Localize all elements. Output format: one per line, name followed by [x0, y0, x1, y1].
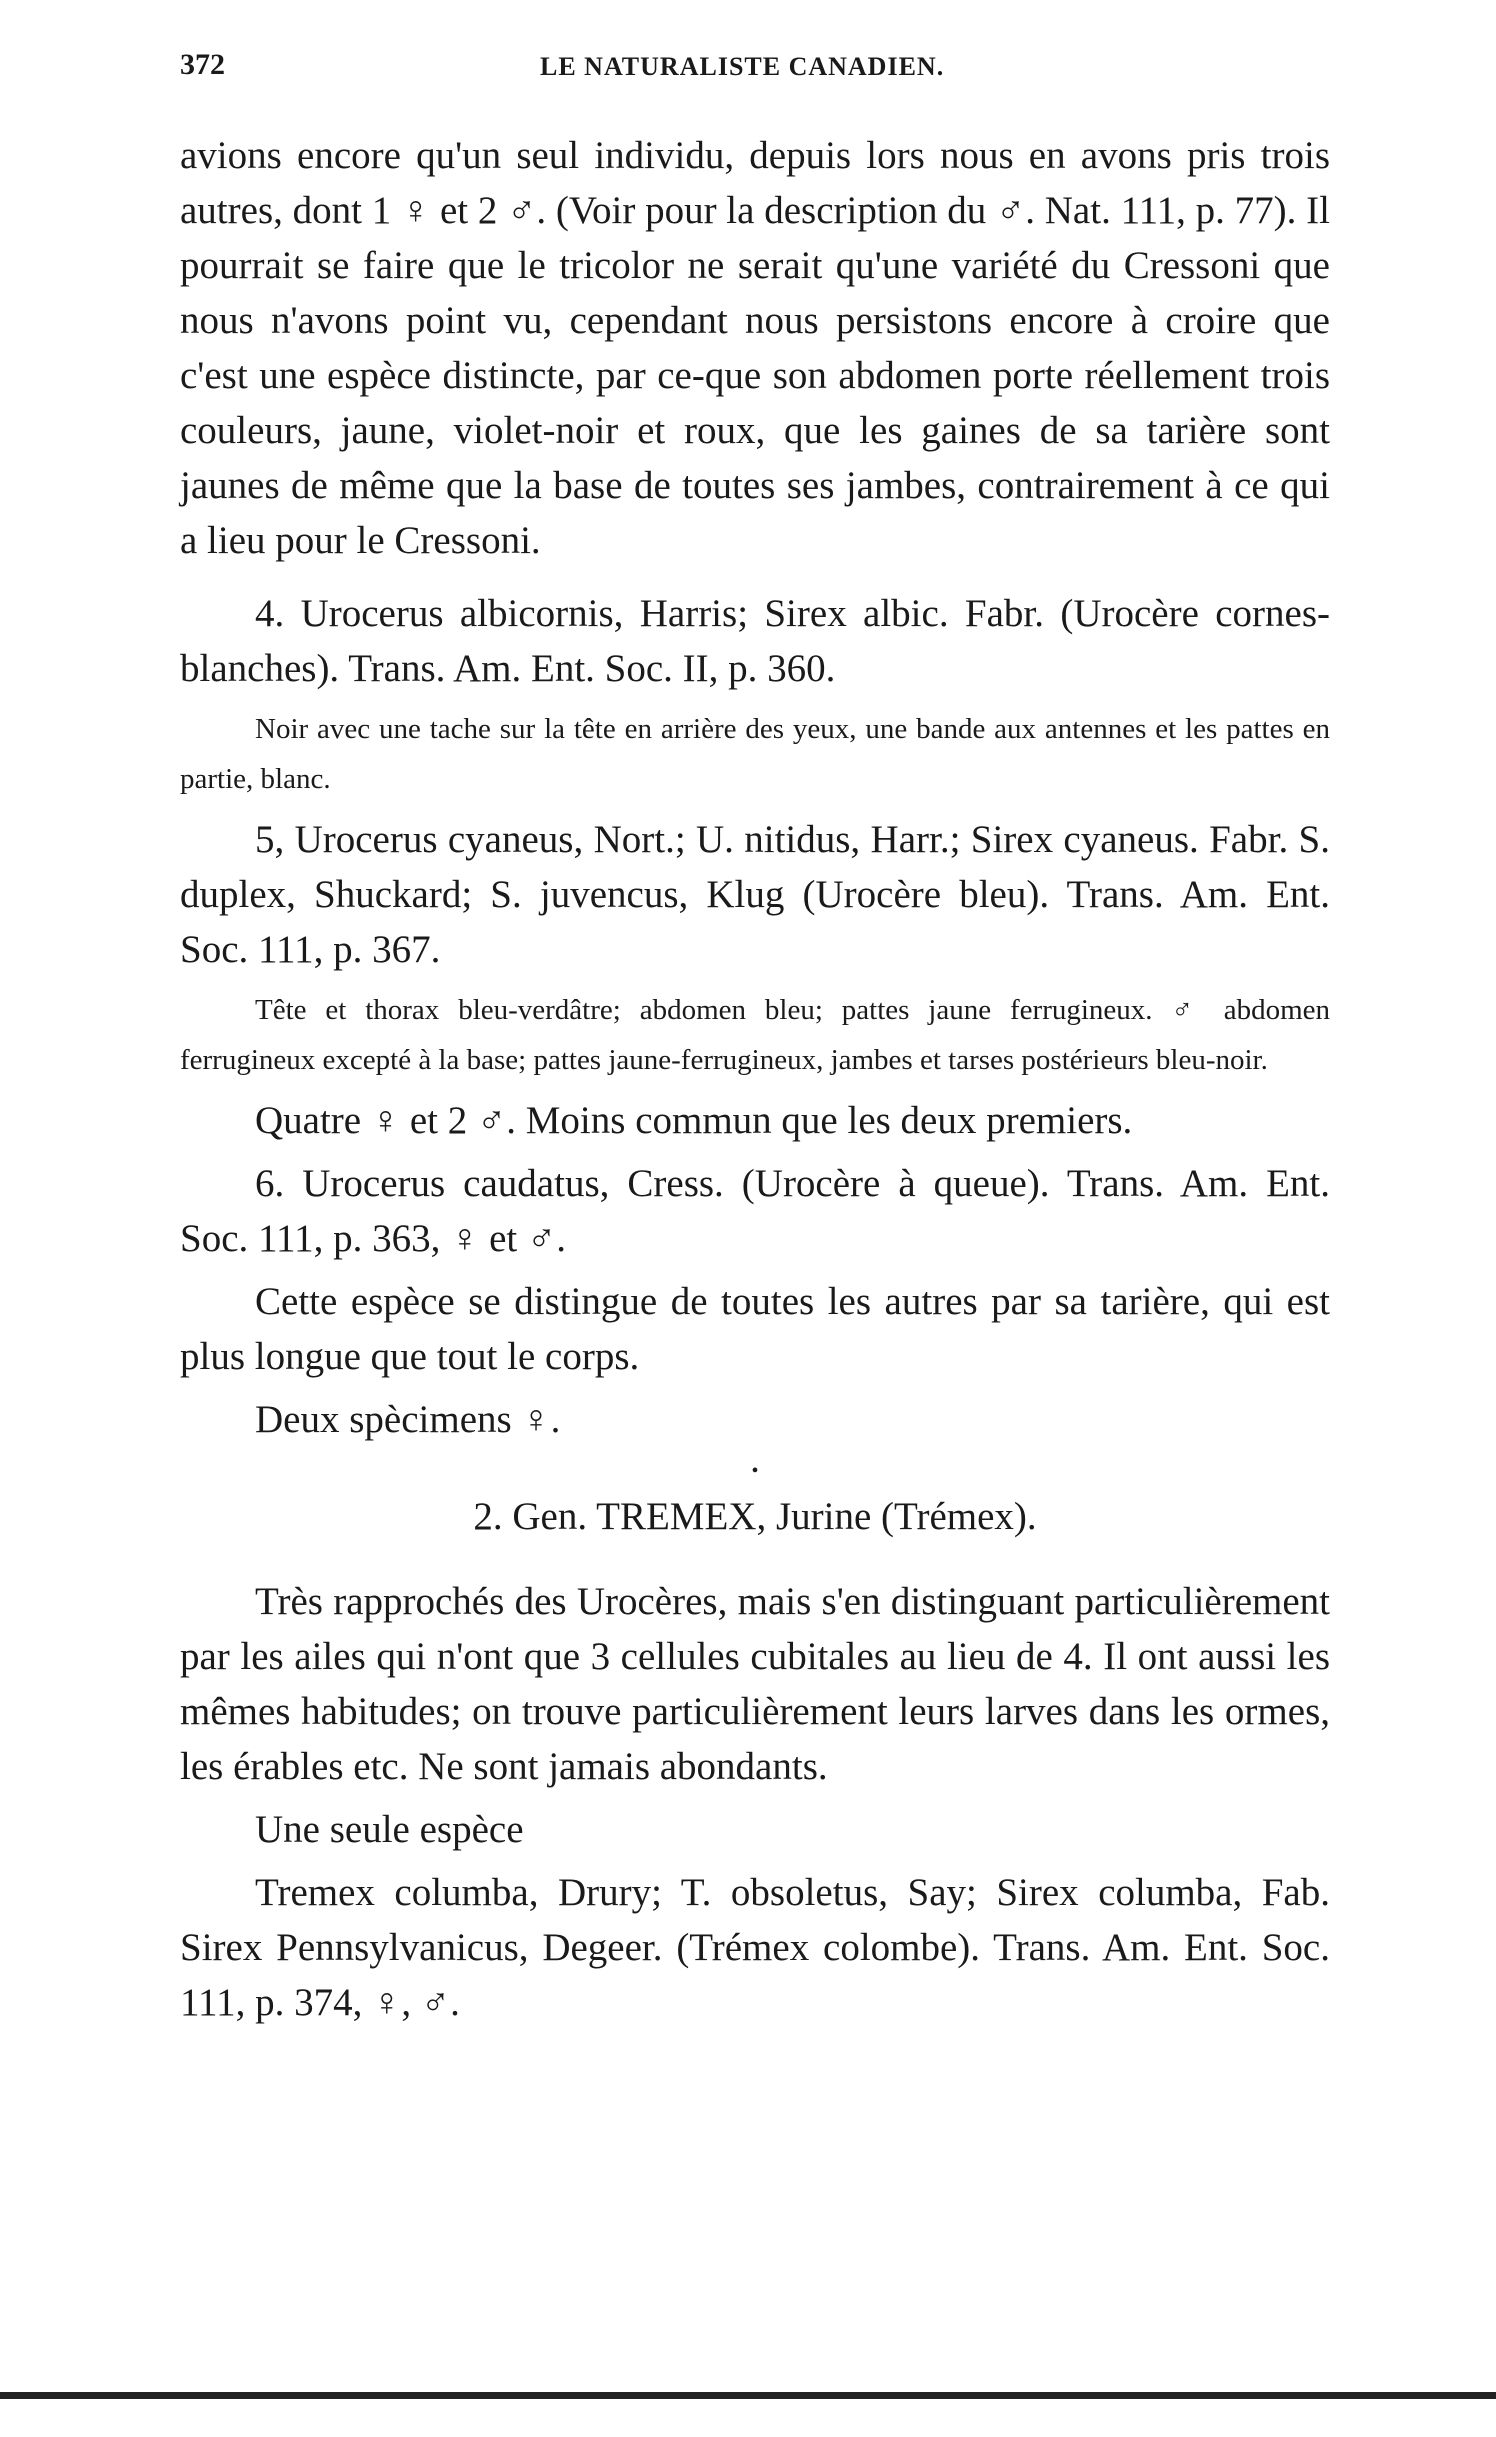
running-head: LE NATURALISTE CANADIEN. — [540, 52, 945, 81]
genus-description: Très rapprochés des Urocères, mais s'en distinguant particulièrement par les ailes qui n'ont que 3 cellules cubitales au lieu de 4. Il ont aussi les mêmes habitudes; on trouve particulièrement leurs larves dans les ormes, les érables etc. Ne sont jamais abondants. — [180, 1580, 1330, 1788]
specimen-note-caudatus: Deux spècimens ♀. — [255, 1398, 561, 1441]
page-number: 372 — [180, 48, 225, 81]
species-description-cyaneus: Tête et thorax bleu-verdâtre; abdomen bleu; pattes jaune ferrugineux. ♂ abdomen ferrugineux excepté à la base; pattes jaune-ferrugineux, jambes et tarses postérieurs bleu-noir. — [180, 994, 1330, 1076]
species-entry-albicornis: 4. Urocerus albicornis, Harris; Sirex albic. Fabr. (Urocère cornes-blanches). Trans. Am. Ent. Soc. II, p. 360. — [180, 592, 1330, 690]
species-entry-caudatus: 6. Urocerus caudatus, Cress. (Urocère à queue). Trans. Am. Ent. Soc. 111, p. 363, ♀ et ♂. — [180, 1162, 1330, 1260]
species-description-caudatus: Cette espèce se distingue de toutes les autres par sa tarière, qui est plus longue que tout le corps. — [180, 1280, 1330, 1378]
paragraph-continuation: avions encore qu'un seul individu, depuis lors nous en avons pris trois autres, dont 1 ♀ et 2 ♂. (Voir pour la description du ♂. Nat. 111, p. 77). Il pourrait se faire que le tricolor ne serait qu'une variété du Cressoni que nous n'avons point vu, cependant nous persistons encore à croire que c'est une espèce distincte, par ce-que son abdomen porte réellement trois couleurs, jaune, violet-noir et roux, que les gaines de sa tarière sont jaunes de même que la base de toutes ses jambes, contrairement à ce qui a lieu pour le Cressoni. — [180, 134, 1330, 562]
page-header — [180, 48, 1330, 108]
species-entry-columba: Tremex columba, Drury; T. obsoletus, Say; Sirex columba, Fab. Sirex Pennsylvanicus, Degeer. (Trémex colombe). Trans. Am. Ent. Soc. 111, p. 374, ♀, ♂. — [180, 1871, 1330, 2024]
species-count-note: Une seule espèce — [255, 1808, 524, 1851]
genus-heading: 2. Gen. TREMEX, Jurine (Trémex). — [473, 1495, 1037, 1538]
species-description-albicornis: Noir avec une tache sur la tête en arrière des yeux, une bande aux antennes et les pattes en partie, blanc. — [180, 713, 1330, 795]
species-entry-cyaneus: 5, Urocerus cyaneus, Nort.; U. nitidus, Harr.; Sirex cyaneus. Fabr. S. duplex, Shuckard; S. juvencus, Klug (Urocère bleu). Trans. Am. Ent. Soc. 111, p. 367. — [180, 818, 1330, 971]
specimen-note-cyaneus: Quatre ♀ et 2 ♂. Moins commun que les deux premiers. — [255, 1099, 1133, 1142]
bottom-rule — [0, 2392, 1496, 2399]
separator-dot: • — [751, 1460, 759, 1482]
page-body — [180, 128, 1330, 2030]
